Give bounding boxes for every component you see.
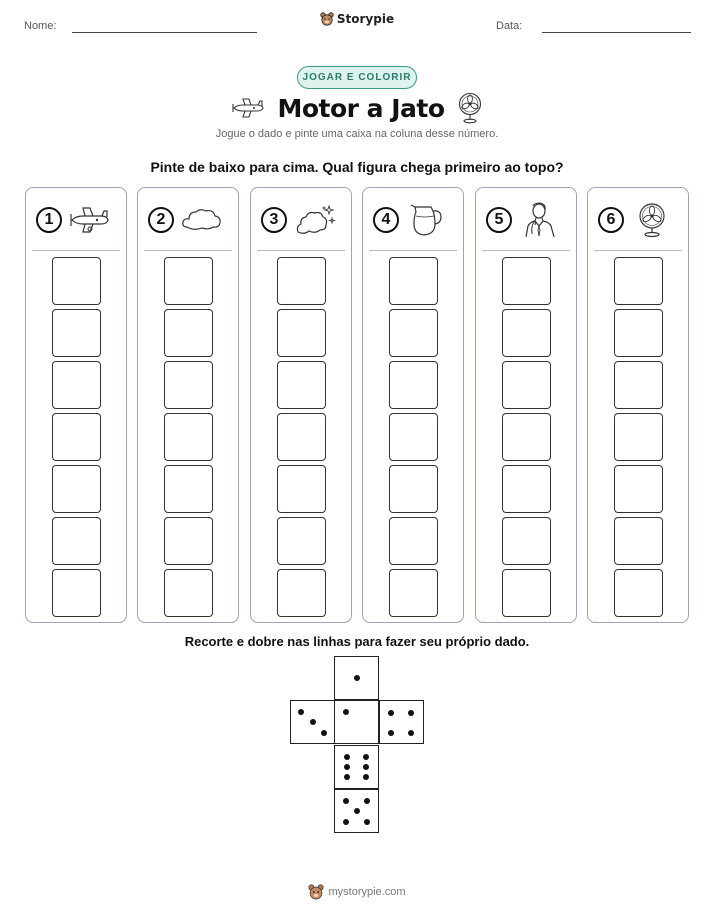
- die-instruction: Recorte e dobre nas linhas para fazer seu próprio dado.: [184, 634, 530, 649]
- color-box[interactable]: [502, 517, 551, 565]
- die-face-3: [290, 700, 335, 744]
- airplane-icon: [68, 202, 112, 238]
- brand-logo: [0, 12, 714, 26]
- brand-name: Storypie: [336, 12, 395, 26]
- color-box[interactable]: [52, 517, 101, 565]
- color-box[interactable]: [389, 569, 438, 617]
- color-box[interactable]: [502, 465, 551, 513]
- color-box[interactable]: [277, 257, 326, 305]
- color-box[interactable]: [164, 465, 213, 513]
- color-box[interactable]: [52, 413, 101, 461]
- color-box[interactable]: [389, 517, 438, 565]
- page-title: Motor a Jato: [277, 93, 445, 123]
- color-box[interactable]: [52, 361, 101, 409]
- color-box[interactable]: [277, 465, 326, 513]
- smoke-puff-icon: [293, 202, 337, 238]
- color-box[interactable]: [502, 257, 551, 305]
- color-box[interactable]: [164, 257, 213, 305]
- color-box[interactable]: [389, 465, 438, 513]
- die-pip: [298, 709, 304, 715]
- color-box[interactable]: [614, 309, 663, 357]
- die-pip: [388, 710, 394, 716]
- name-line[interactable]: [72, 32, 257, 33]
- color-box[interactable]: [614, 257, 663, 305]
- column-1: [25, 187, 127, 623]
- die-pip: [364, 798, 370, 804]
- color-box[interactable]: [277, 413, 326, 461]
- die-pip: [388, 730, 394, 736]
- column-header: [148, 202, 233, 238]
- column-header: [36, 202, 121, 238]
- date-label: Data:: [496, 20, 523, 32]
- die-pip: [408, 710, 414, 716]
- column-number: 6: [598, 207, 624, 233]
- column-number: 1: [36, 207, 62, 233]
- die-pip: [344, 774, 350, 780]
- footer: [0, 884, 714, 900]
- fan-icon: [630, 202, 674, 238]
- column-divider: [482, 250, 570, 251]
- column-header: [261, 202, 346, 238]
- pitcher-icon: [405, 202, 449, 238]
- color-box[interactable]: [164, 413, 213, 461]
- die-face-5: [334, 789, 379, 833]
- fan-icon: [457, 92, 483, 124]
- column-divider: [144, 250, 232, 251]
- storypie-mascot-icon: [320, 12, 334, 26]
- date-line[interactable]: [542, 32, 691, 33]
- color-box[interactable]: [389, 309, 438, 357]
- color-box[interactable]: [277, 309, 326, 357]
- airplane-icon: [231, 97, 265, 119]
- column-divider: [32, 250, 120, 251]
- die-face-6: [334, 745, 379, 789]
- die-pip: [354, 808, 360, 814]
- color-box[interactable]: [164, 569, 213, 617]
- coloring-instruction: Pinte de baixo para cima. Qual figura chega primeiro ao topo?: [150, 159, 564, 175]
- column-2: [137, 187, 239, 623]
- name-label: Nome:: [24, 20, 57, 32]
- column-divider: [257, 250, 345, 251]
- color-box[interactable]: [614, 361, 663, 409]
- die-face-1: [334, 656, 379, 700]
- color-box[interactable]: [614, 465, 663, 513]
- color-box[interactable]: [277, 569, 326, 617]
- die-pip: [343, 709, 349, 715]
- die-pip: [364, 819, 370, 825]
- cloud-icon: [180, 202, 224, 238]
- color-box[interactable]: [614, 569, 663, 617]
- man-thinking-icon: [518, 202, 562, 238]
- title-row: [0, 90, 714, 126]
- column-header: [373, 202, 458, 238]
- die-pip: [363, 754, 369, 760]
- color-box[interactable]: [502, 569, 551, 617]
- die-face-4: [379, 700, 424, 744]
- die-face-1: [334, 700, 379, 744]
- color-box[interactable]: [502, 309, 551, 357]
- column-divider: [594, 250, 682, 251]
- color-box[interactable]: [502, 413, 551, 461]
- column-number: 5: [486, 207, 512, 233]
- column-3: [250, 187, 352, 623]
- die-pip: [343, 819, 349, 825]
- color-box[interactable]: [164, 309, 213, 357]
- color-box[interactable]: [52, 569, 101, 617]
- color-box[interactable]: [277, 517, 326, 565]
- die-pip: [363, 764, 369, 770]
- column-5: [475, 187, 577, 623]
- column-number: 3: [261, 207, 287, 233]
- column-number: 4: [373, 207, 399, 233]
- color-box[interactable]: [389, 413, 438, 461]
- die-pip: [343, 798, 349, 804]
- die-pip: [344, 754, 350, 760]
- activity-badge: JOGAR E COLORIR: [297, 66, 417, 89]
- die-pip: [408, 730, 414, 736]
- column-header: [598, 202, 683, 238]
- color-box[interactable]: [614, 413, 663, 461]
- color-box[interactable]: [52, 465, 101, 513]
- die-pip: [310, 719, 316, 725]
- color-box[interactable]: [389, 257, 438, 305]
- color-box[interactable]: [277, 361, 326, 409]
- color-box[interactable]: [52, 257, 101, 305]
- die-pip: [344, 764, 350, 770]
- die-pip: [363, 774, 369, 780]
- storypie-mascot-icon: [308, 884, 324, 900]
- color-box[interactable]: [164, 517, 213, 565]
- column-divider: [369, 250, 457, 251]
- column-4: [362, 187, 464, 623]
- column-number: 2: [148, 207, 174, 233]
- column-6: [587, 187, 689, 623]
- column-header: [486, 202, 571, 238]
- color-box[interactable]: [52, 309, 101, 357]
- subtitle: Jogue o dado e pinte uma caixa na coluna desse número.: [215, 128, 499, 140]
- die-pip: [354, 675, 360, 681]
- color-box[interactable]: [164, 361, 213, 409]
- color-box[interactable]: [389, 361, 438, 409]
- die-pip: [321, 730, 327, 736]
- color-box[interactable]: [502, 361, 551, 409]
- color-box[interactable]: [614, 517, 663, 565]
- footer-url[interactable]: mystorypie.com: [328, 886, 406, 898]
